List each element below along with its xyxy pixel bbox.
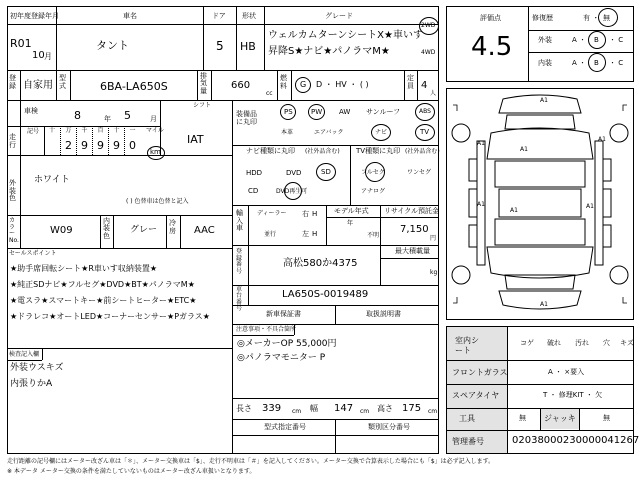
nav-hdd: HDD [246,169,263,177]
shape-label: 形状 [242,12,256,20]
interior-c: ・ C [609,59,624,67]
note-1: ◎メーカーOP 55,000円 [237,339,337,349]
doors-label: ドア [212,12,226,20]
car-name: タント [96,39,129,52]
new-car-warranty: 新車保証書 [266,310,301,318]
diagram-label-5: A1 [477,201,485,208]
color-no-label: カラーNo. [9,217,19,244]
equip-airbag: エアバック [314,129,344,136]
jack-value: 無 [603,414,610,422]
color-label: 外装色 [9,179,16,203]
first-reg-era: R01 [10,37,32,50]
grade-line2: 昇降S★ナビ★パノラマM★ [268,46,390,57]
nav-dvd: DVD [286,169,302,177]
spare-tire-label: スペアタイヤ [452,391,500,400]
width-label: 幅 [310,404,318,413]
chassis-label: 車台番号 [236,286,243,312]
interior-color: グレー [130,225,158,235]
first-reg-month: 10 [32,50,45,61]
displacement-unit: cc [266,90,273,97]
displacement-value: 660 [231,80,251,91]
sales-point-1: ★助手席回転シート★R車いす収納装置★ [10,264,158,273]
repair-selected: 無 [603,14,610,22]
equip-abs: ABS [419,108,431,115]
shift-value: IAT [187,133,204,146]
odometer-digit [92,126,108,155]
seat-option-5: キズ [620,339,634,347]
tv-oneseg: ワンセグ [407,169,432,176]
fuel-others: D ・ HV ・ ( ) [316,80,369,89]
reg-no: 高松580か4375 [283,258,358,269]
diagram-label-3: A1 [520,146,528,153]
inspection-month: 5 [124,109,131,122]
diagram-label-8: A1 [540,301,548,308]
height-label: 高さ [377,404,393,413]
nav-note: (社外品含む) [305,148,340,155]
doors: 5 [216,39,224,53]
km-label: km [150,148,161,156]
note-2: ◎パノラマモニター P [237,353,326,363]
right-label: 右 [302,210,309,218]
odometer-digit-label: 百 [97,127,104,134]
color-value: ホワイト [34,175,70,185]
seat-option-3: 汚れ [575,339,589,347]
width-value: 147 [334,403,354,414]
jack-label: ジャッキ [544,414,576,423]
height-value: 175 [402,403,422,414]
nav-cd: CD [248,187,259,195]
left-label: 左 [302,230,309,238]
inspection-year-unit: 年 [104,115,111,123]
type-no-label: 型式指定番号 [264,423,306,431]
class-no-label: 類別区分番号 [368,423,410,431]
odometer-digit [44,126,60,155]
grade-label: グレード [325,12,353,20]
equip-ps: PS [284,108,293,116]
tv-analog: アナログ [361,188,386,195]
inspector-note-2: 内張りかA [10,379,53,389]
odometer-digit-label: 千 [81,127,88,134]
tools-label: 工具 [459,414,475,423]
seat-option-2: 破れ [547,339,561,347]
nav-sd: SD [321,168,331,176]
model-value: 6BA-LA650S [100,80,168,93]
max-load-label: 最大積載量 [395,247,430,255]
repair-label: 修復歴 [532,14,553,22]
diagram-label-2: A1 [477,140,485,147]
exterior-selected: B [594,36,599,44]
reg-no-label: 登録番号 [236,248,243,275]
import-label: 輸入車 [236,209,243,233]
drive-4wd: 4WD [421,49,436,56]
model-year-label: モデル年式 [334,207,369,215]
mgmt-no: 02038000230000041267 [512,435,640,446]
diagram-label-4: A1 [598,136,606,143]
fuel-selected: G [300,80,307,89]
interior-label: 内装 [538,59,552,67]
capacity-value: 4 [421,80,428,91]
equip-pw: PW [311,108,323,116]
left-unit: H [312,230,318,238]
score-label: 評価点 [480,14,501,22]
interior-color-label: 内装色 [103,217,110,240]
inspector-notes-label: 検査記入欄 [9,351,40,358]
capacity-unit: 人 [430,90,437,97]
nav-dvd-play: DVD再生可 [276,188,308,195]
right-side-outline [595,141,611,265]
odometer-digit-label: 十 [113,127,120,134]
use-label: 登録 [9,74,16,90]
mileage-label: 走行 [9,133,16,149]
first-reg-label: 初年度登録年月 [10,12,59,20]
use-value: 自家用 [23,80,53,91]
diagram-label-7: A1 [586,203,594,210]
odometer-digit [108,126,124,155]
odometer-digit [76,126,92,155]
repair-options: 有 ・ [583,14,600,22]
shape: HB [240,40,256,53]
length-label: 長さ [236,404,252,413]
footer-line-2: ※ 本データ メーター交換の条件を満たしていないものはメーター改ざん車扱いとなります。 [7,468,256,475]
right-unit: H [312,210,318,218]
equipment-label: 装備品に丸印 [236,110,257,127]
tools-value: 無 [519,414,526,422]
sales-point-4: ★ドラレコ★オートLED★コーナーセンサー★Pガラス★ [10,312,210,321]
ac-value: AAC [194,225,215,236]
record-label: 記号 [27,128,40,135]
car-name-label: 車名 [123,12,137,20]
exterior-label: 外装 [538,36,552,44]
exterior-c: ・ C [609,36,624,44]
tv-note: (社外品含む) [405,148,440,155]
windshield-label: フロントガラス [452,368,508,377]
nav-header: ナビ種類に丸印 [246,147,295,155]
equip-sunroof: サンルーフ [366,108,401,116]
model-year-year: 年 [347,220,354,227]
car-damage-diagram [447,89,633,319]
recycle-value: 7,150 [400,224,429,235]
odometer-digit-value: 0 [129,139,136,152]
odometer-digit-value: 9 [81,139,88,152]
recycle-label: リサイクル預託金 [384,207,440,215]
first-reg-month-unit: 月 [44,52,52,61]
tv-fullseg: フルセグ [361,169,385,176]
model-year-unknown: 不明 [367,232,380,239]
model-label: 型式 [59,74,66,90]
notes-label: 注意事項・不具合箇所 [236,326,297,333]
equip-leather: 本革 [281,129,294,136]
import-dealer: ディーラー [257,210,287,217]
diagram-label-1: A1 [540,97,548,104]
equip-tv: TV [420,128,430,136]
mgmt-label: 管理番号 [452,437,484,446]
odometer-digit [124,126,140,155]
ac-label: 冷房 [169,219,176,235]
color-no: W09 [50,225,73,236]
odometer-digit-label: 万 [65,127,72,134]
color-note: ( ) 色替車は色替と記入 [126,198,189,205]
tv-header: TV種類に丸印 [356,147,401,155]
shift-label: シフト [193,102,212,109]
footer-line-1: 走行距離の記号欄にはメーター改ざん車は「＊」、メーター交換車は「$」、走行不明車は「＃」を記入してください。メーター交換で合算表示した場合にも「$」は必ず記入します。 [7,458,495,465]
sales-point-2: ★純正SDナビ★フルセグ★DVD★BT★パノラマM★ [10,280,195,289]
score-value: 4.5 [471,32,513,62]
manual-label: 取扱説明書 [366,310,401,318]
equip-aw: AW [339,108,351,116]
inspection-month-unit: 月 [150,115,157,123]
width-unit: cm [360,408,370,415]
windshield-options: A ・ ×要入 [548,368,585,376]
height-unit: cm [428,408,438,415]
spare-options: T ・ 修理KIT ・ 欠 [543,391,603,399]
odometer [44,126,152,155]
inspection-label: 車検 [24,107,38,115]
displacement-label: 排気量 [200,72,207,95]
odometer-digit-value: 9 [113,139,120,152]
odometer-digit-value: 9 [97,139,104,152]
interior-selected: B [594,59,599,67]
equip-nav: ナビ [375,129,388,136]
length-unit: cm [292,408,302,415]
sales-points-label: セールスポイント [9,250,57,257]
diagram-label-6: A1 [510,207,518,214]
inspector-note-1: 外装ウスキズ [10,363,64,373]
interior-seat-label: 室内シート [455,336,479,355]
import-parallel: 並行 [264,231,277,238]
odometer-digit [60,126,76,155]
capacity-label: 定員 [407,74,414,90]
mile-label: マイル [146,127,164,134]
odometer-digit-label: 一 [129,127,136,134]
grade-line1: ウェルカムターンシートX★車いす [268,30,423,41]
interior-a: A ・ [572,59,587,67]
sales-point-3: ★電スラ★スマートキー★前シートヒーター★ETC★ [10,296,197,305]
odometer-digit-value: 2 [65,139,72,152]
fuel-label: 燃料 [280,74,287,90]
drive-2wd: 2WD [421,22,436,29]
seat-option-1: コゲ [520,339,534,347]
recycle-unit: 円 [430,235,437,242]
body-outline [487,128,593,309]
max-load-unit: kg [430,269,438,276]
odometer-digit-label: 十 [48,127,55,134]
exterior-a: A ・ [572,36,587,44]
seat-option-4: 穴 [603,339,610,347]
length-value: 339 [262,403,282,414]
inspection-year: 8 [74,109,81,122]
chassis-no: LA650S-0019489 [282,289,369,300]
